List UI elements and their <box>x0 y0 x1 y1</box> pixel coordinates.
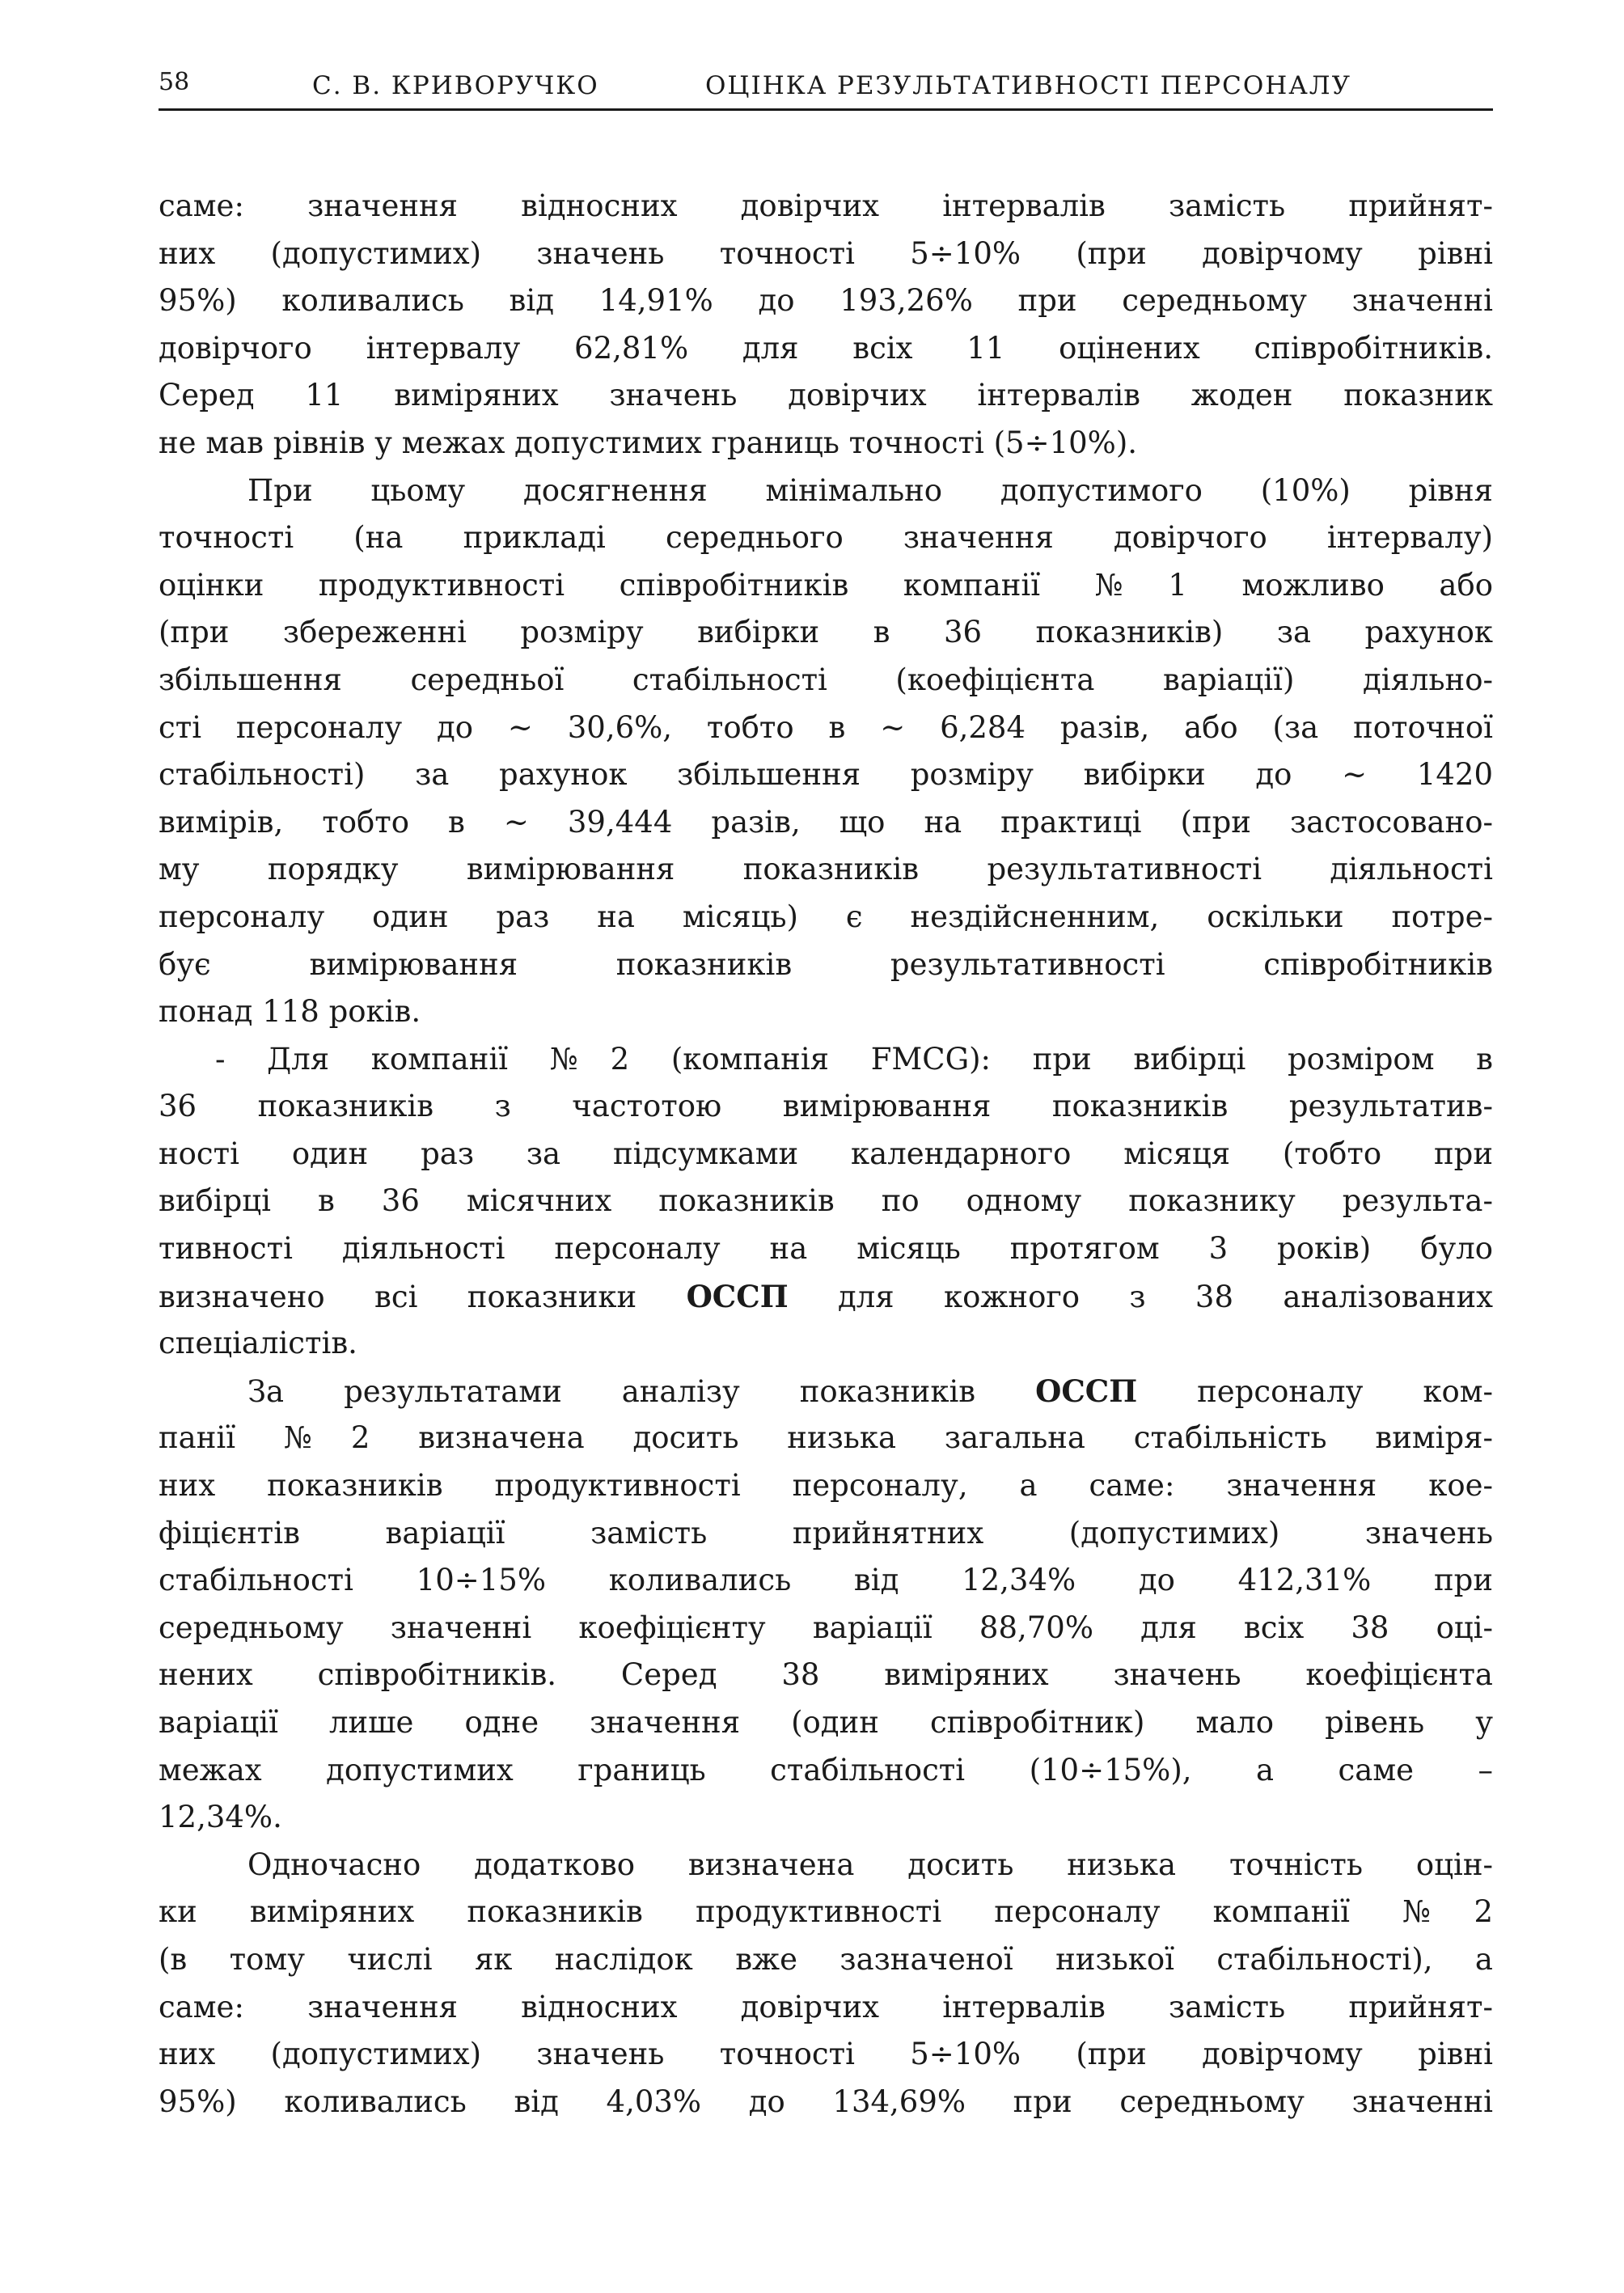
text-line: точності (на прикладі середнього значення довірчого інтервалу) <box>159 520 1493 556</box>
text-line: межах допустимих границь стабільності (10÷15%), а саме – <box>159 1752 1493 1787</box>
paragraph-2 <box>159 467 1493 1036</box>
text-line: стабільності) за рахунок збільшення розміру вибірки до ~ 1420 <box>159 757 1493 793</box>
text-line: Одночасно додатково визначена досить низька точність оцін- <box>247 1847 1493 1882</box>
text-line: При цьому досягнення мінімально допустимого (10%) рівня <box>247 472 1493 508</box>
text-line: вибірці в 36 місячних показників по одному показнику результа- <box>159 1183 1493 1219</box>
text-line: нених співробітників. Серед 38 виміряних значень коефіцієнта <box>159 1657 1493 1693</box>
header-title: ОЦІНКА РЕЗУЛЬТАТИВНОСТІ ПЕРСОНАЛУ <box>705 71 1352 100</box>
text-line: стабільності 10÷15% коливались від 12,34% до 412,31% при <box>159 1563 1493 1598</box>
text-line: довірчого інтервалу 62,81% для всіх 11 оцінених співробітників. <box>159 330 1493 366</box>
term-ossp: ОССП <box>1035 1373 1138 1409</box>
text-line: сті персоналу до ~ 30,6%, тобто в ~ 6,284 разів, або (за поточної <box>159 709 1493 745</box>
text-line: саме: значення відносних довірчих інтервалів замість прийнят- <box>159 1989 1493 2024</box>
text-line: понад 118 років. <box>159 994 421 1030</box>
paragraph-4 <box>159 1368 1493 1842</box>
paragraph-3 <box>159 1036 1493 1368</box>
text-line: них (допустимих) значень точності 5÷10% (при довірчому рівні <box>159 235 1493 271</box>
text-line: ки виміряних показників продуктивності персоналу компанії №2 <box>159 1894 1493 1930</box>
text-line: оцінки продуктивності співробітників компанії №1 можливо або <box>159 567 1493 603</box>
text-line: фіцієнтів варіації замість прийнятних (допустимих) значень <box>159 1515 1493 1551</box>
text-line: них показників продуктивності персоналу, а саме: значення кое- <box>159 1468 1493 1504</box>
running-header <box>159 63 1493 111</box>
paragraph-1 <box>159 183 1493 467</box>
term-ossp: ОССП <box>686 1278 789 1314</box>
text-line: середньому значенні коефіцієнту варіації 88,70% для всіх 38 оці- <box>159 1610 1493 1645</box>
body-text <box>159 183 1493 2126</box>
text-line: ності один раз за підсумками календарного місяця (тобто при <box>159 1136 1493 1171</box>
text-line: бує вимірювання показників результативності співробітників <box>159 946 1493 982</box>
text-line: варіації лише одне значення (один співробітник) мало рівень у <box>159 1705 1493 1740</box>
text-line: (при збереженні розміру вибірки в 36 показників) за рахунок <box>159 615 1493 650</box>
text-line: 12,34%. <box>159 1800 282 1835</box>
text-line: вимірів, тобто в ~ 39,444 разів, що на практиці (при застосовано- <box>159 804 1493 840</box>
text-line: 95%) коливались від 4,03% до 134,69% при середньому значенні <box>159 2084 1493 2119</box>
text-line: не мав рівнів у межах допустимих границь точності (5÷10%). <box>159 425 1138 460</box>
page-number: 58 <box>159 68 190 96</box>
text-line: За результатами аналізу показників ОССП персоналу ком- <box>247 1373 1493 1409</box>
text-line: саме: значення відносних довірчих інтервалів замість прийнят- <box>159 188 1493 223</box>
text-line: (в тому числі як наслідок вже зазначеної низької стабільності), а <box>159 1941 1493 1977</box>
text-line: му порядку вимірювання показників результативності діяльності <box>159 852 1493 887</box>
text-line: визначено всі показники ОССП для кожного з 38 аналізованих <box>159 1278 1494 1314</box>
paragraph-5 <box>159 1842 1493 2126</box>
text-line: спеціалістів. <box>159 1326 357 1361</box>
text-line: персоналу один раз на місяць) є нездійсненним, оскільки потре- <box>159 899 1493 934</box>
header-author: С. В. КРИВОРУЧКО <box>312 71 599 100</box>
text-line: збільшення середньої стабільності (коефіцієнта варіації) діяльно- <box>159 662 1493 697</box>
text-line: панії №2 визначена досить низька загальна стабільність виміря- <box>159 1420 1493 1456</box>
text-line: - Для компанії №2 (компанія FMCG): при вибірці розміром в <box>215 1041 1493 1077</box>
text-line: них (допустимих) значень точності 5÷10% (при довірчому рівні <box>159 2037 1493 2072</box>
text-line: 95%) коливались від 14,91% до 193,26% при середньому значенні <box>159 283 1493 319</box>
text-line: тивності діяльності персоналу на місяць протягом 3 років) було <box>159 1231 1493 1267</box>
text-line: 36 показників з частотою вимірювання показників результатив- <box>159 1089 1493 1124</box>
text-line: Серед 11 виміряних значень довірчих інтервалів жоден показник <box>159 378 1493 413</box>
